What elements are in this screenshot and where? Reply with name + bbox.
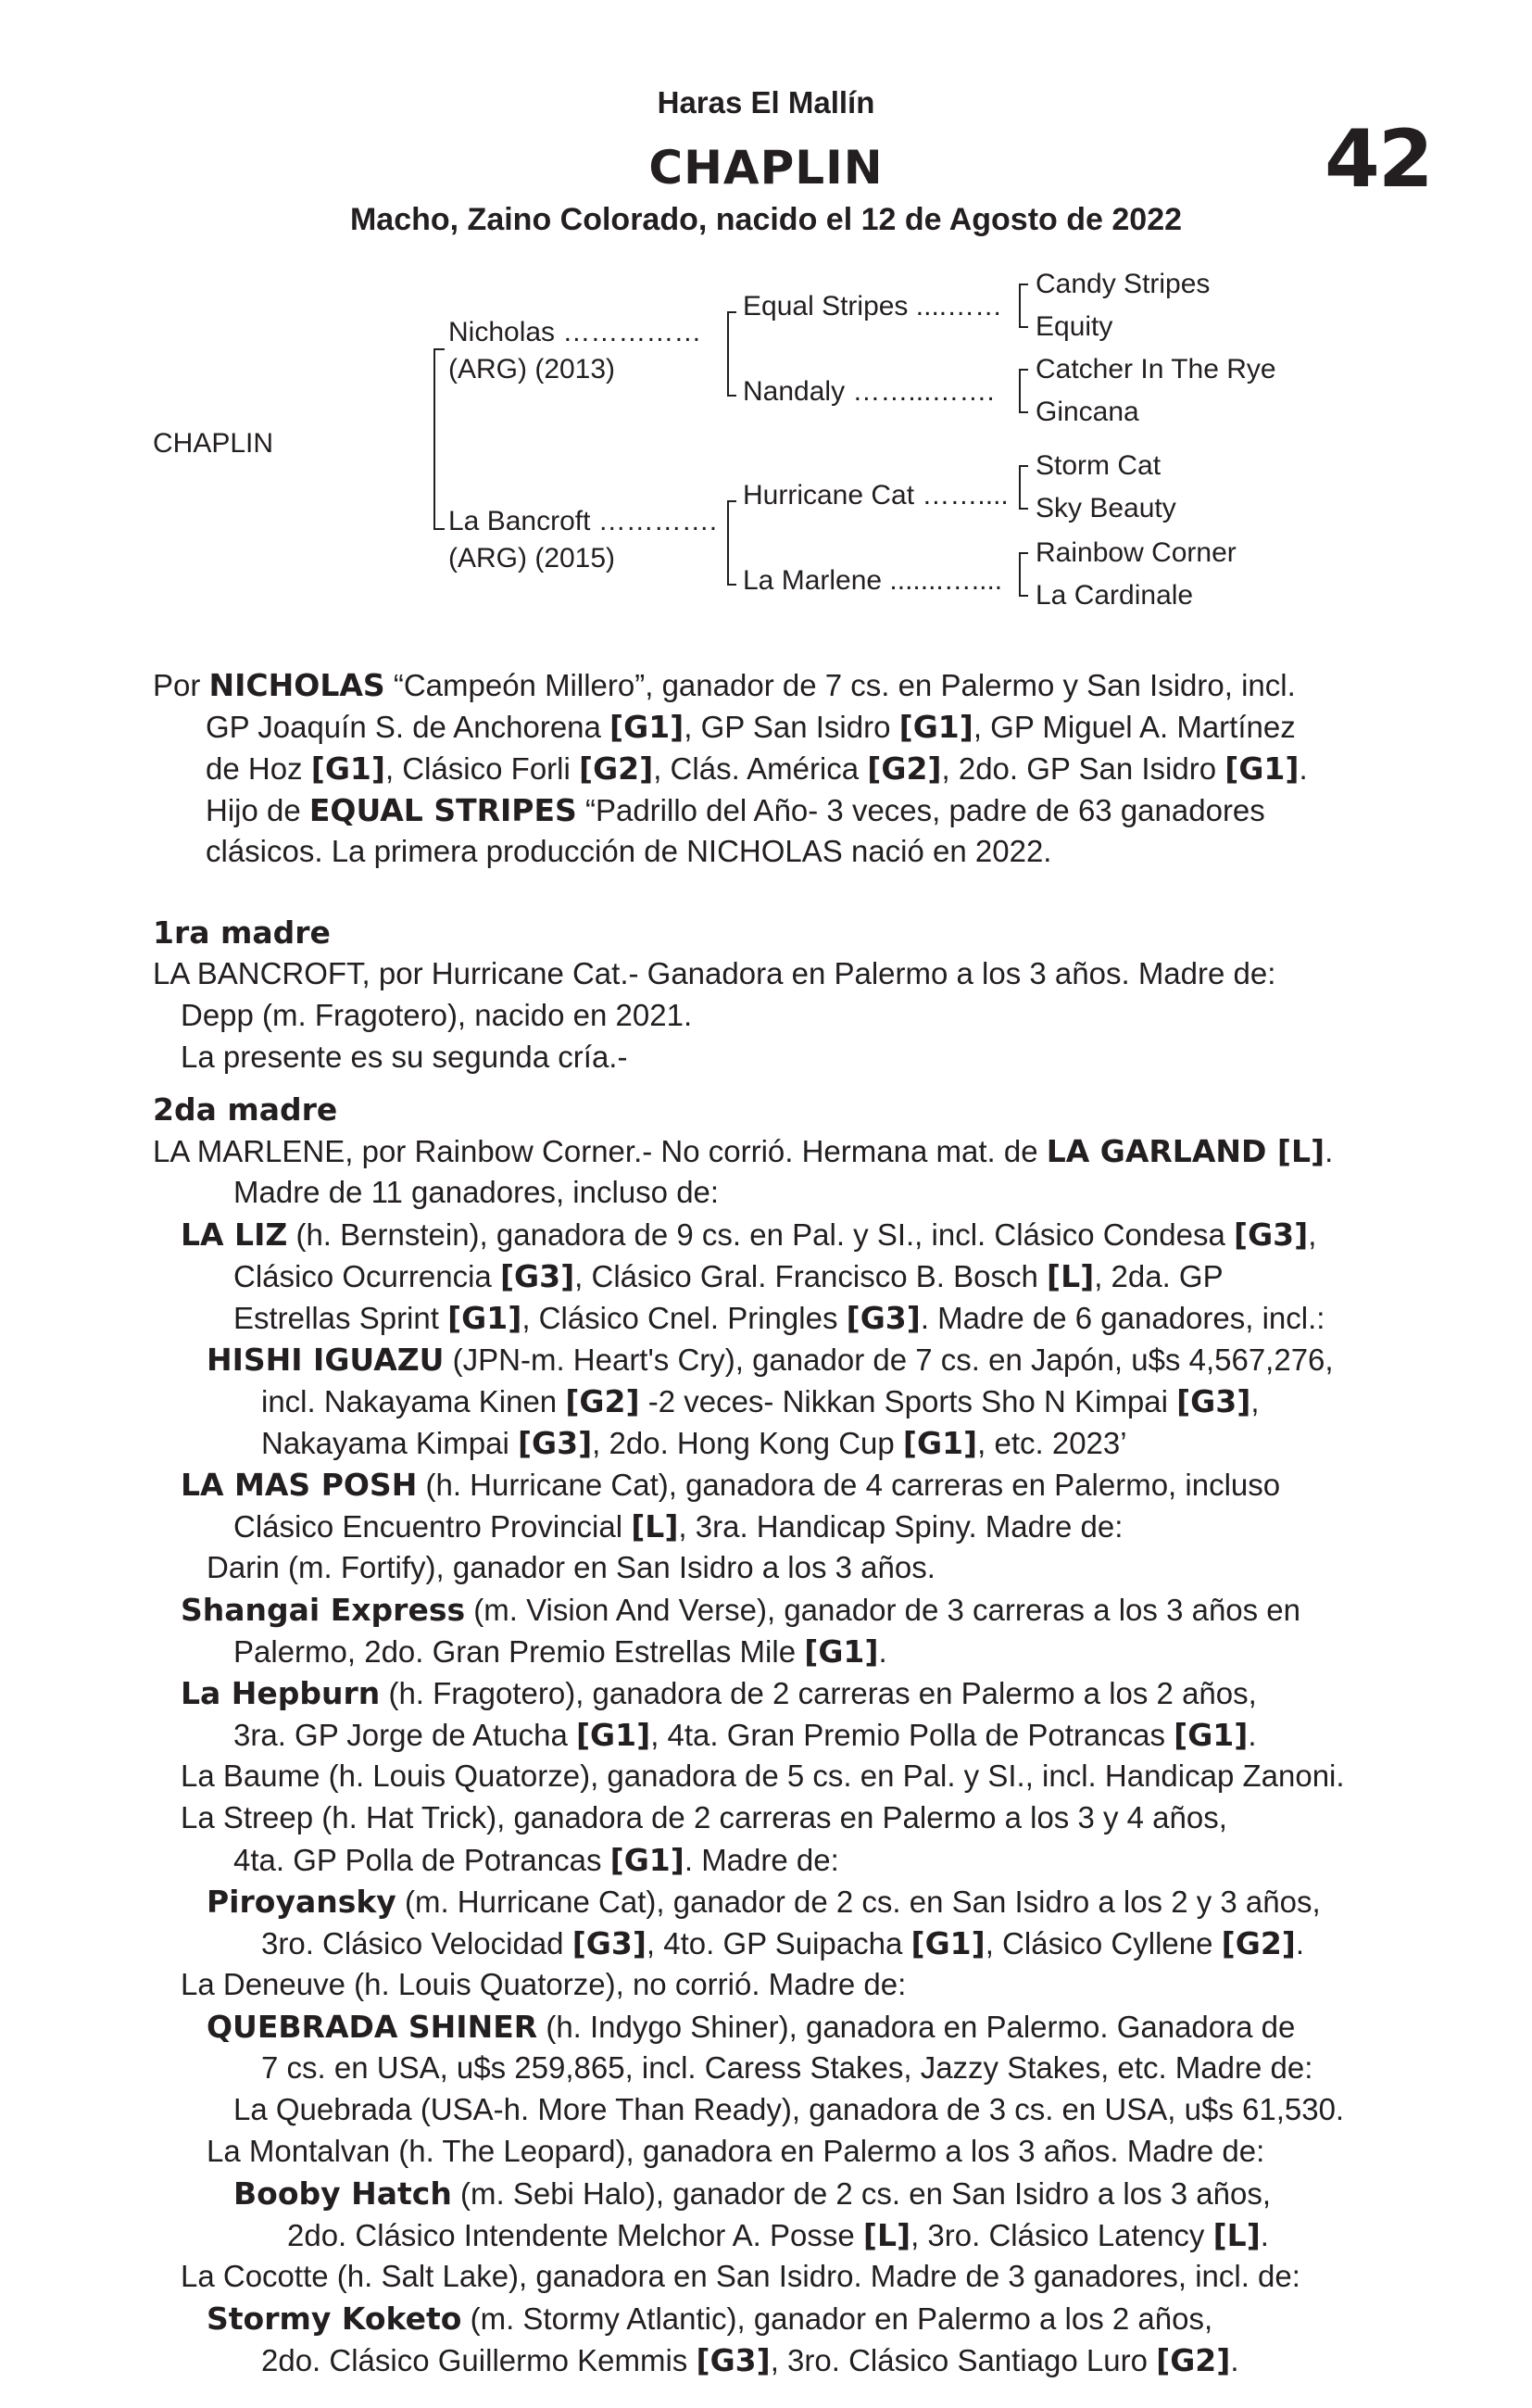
text: 4ta. GP Polla de Potrancas: [233, 1843, 610, 1877]
text: LA MARLENE, por Rainbow Corner.- No corrió. Hermana mat. de: [153, 1134, 1047, 1168]
bracket-line: [1019, 369, 1021, 413]
ancestor-equity: Equity: [1036, 311, 1113, 342]
text-line: [233, 1633, 887, 1670]
bold-text: [G2]: [1221, 1925, 1296, 1961]
bold-text: [G1]: [910, 1925, 986, 1961]
bold-text: [L]: [1212, 2217, 1261, 2253]
text: 2do. Clásico Intendente Melchor A. Posse: [287, 2218, 863, 2252]
text: , 2do. GP San Isidro: [941, 751, 1225, 786]
ancestor-storm-cat: Storm Cat: [1036, 450, 1162, 481]
text-line: [261, 1925, 1304, 1961]
text-line: [207, 1550, 936, 1585]
ancestor-sky-beauty: Sky Beauty: [1036, 493, 1176, 523]
text: (h. Indygo Shiner), ganadora en Palermo. Ganadora de: [537, 2010, 1296, 2044]
text: .: [1325, 1134, 1334, 1168]
text: (h. Bernstein), ganadora de 9 cs. en Pal. y SI., incl. Clásico Condesa: [287, 1217, 1234, 1252]
text-line: [233, 2092, 1344, 2127]
text: , GP Miguel A. Martínez: [973, 710, 1296, 744]
bold-text: [G3]: [696, 2342, 771, 2378]
text: , etc. 2023’: [977, 1426, 1127, 1460]
text-line: [233, 1842, 839, 1878]
text-line: [207, 2009, 1295, 2045]
dam-origin: (ARG) (2015): [448, 543, 616, 574]
text-line: [181, 1467, 1280, 1503]
text-line: [207, 2301, 1212, 2337]
lot-number: 42: [1325, 113, 1432, 206]
text: “Padrillo del Año- 3 veces, padre de 63 ganadores: [576, 793, 1265, 827]
bold-text: HISHI IGUAZU: [207, 1342, 445, 1378]
bold-text: NICHOLAS: [208, 667, 385, 703]
bold-text: [G1]: [1174, 1717, 1249, 1753]
text: , Clásico Cnel. Pringles: [521, 1301, 847, 1335]
bold-text: [G2]: [1156, 2342, 1231, 2378]
text-line: [233, 1508, 1123, 1544]
text-line: [181, 1675, 1257, 1711]
text: .: [1260, 2218, 1269, 2252]
text-line: [181, 1759, 1345, 1794]
bracket-line: [1019, 369, 1028, 371]
text: , 4to. GP Suipacha: [646, 1926, 911, 1960]
text-line: [153, 956, 1275, 991]
text: ,: [1308, 1217, 1317, 1252]
bracket-line: [433, 348, 435, 530]
text: LA BANCROFT, por Hurricane Cat.- Ganadora en Palermo a los 3 años. Madre de:: [153, 956, 1276, 990]
text: Estrellas Sprint: [233, 1301, 448, 1335]
text: , Clás. América: [653, 751, 868, 786]
text-line: [206, 834, 1051, 869]
bracket-line: [727, 500, 736, 502]
text: (m. Vision And Verse), ganador de 3 carreras a los 3 años en: [465, 1593, 1301, 1627]
bold-text: [G1]: [609, 709, 684, 745]
bracket-line: [1019, 552, 1021, 597]
dam-sire: Hurricane Cat ……....: [743, 480, 1009, 511]
bold-text: QUEBRADA SHINER: [207, 2009, 538, 2045]
ancestor-rainbow-corner: Rainbow Corner: [1036, 537, 1237, 568]
bold-text: [G3]: [571, 1925, 647, 1961]
bold-text: [G3]: [1234, 1217, 1309, 1253]
ancestor-gincana: Gincana: [1036, 397, 1139, 427]
text-line: [181, 1800, 1227, 1835]
text-line: [207, 1884, 1321, 1920]
section-heading: 1ra madre: [153, 914, 331, 951]
text-line: [261, 1383, 1259, 1419]
bold-text: [G1]: [1224, 750, 1300, 787]
text: Hijo de: [206, 793, 309, 827]
sire-origin: (ARG) (2013): [448, 354, 616, 385]
bracket-line: [1019, 465, 1021, 510]
bold-text: Piroyansky: [207, 1884, 396, 1920]
text: La Cocotte (h. Salt Lake), ganadora en San Isidro. Madre de 3 ganadores, incl. de:: [181, 2259, 1300, 2293]
bracket-line: [727, 584, 736, 586]
bold-text: [G1]: [902, 1425, 978, 1461]
bold-text: Stormy Koketo: [207, 2301, 462, 2337]
text: (h. Hurricane Cat), ganadora de 4 carreras en Palermo, incluso: [417, 1468, 1281, 1502]
text: , Clásico Cyllene: [985, 1926, 1222, 1960]
bold-text: [G3]: [846, 1300, 921, 1336]
text-line: [261, 2342, 1239, 2378]
bracket-line: [1019, 411, 1028, 413]
bracket-line: [1019, 326, 1028, 328]
bold-text: [L]: [1046, 1258, 1095, 1294]
text-line: [206, 709, 1296, 745]
text: , 3ro. Clásico Santiago Luro: [770, 2343, 1157, 2377]
text: .: [1248, 1718, 1257, 1752]
text-line: [206, 792, 1265, 828]
bold-text: [G2]: [867, 750, 942, 787]
bracket-line: [433, 348, 445, 350]
text: ,: [1250, 1384, 1260, 1418]
text: Palermo, 2do. Gran Premio Estrellas Mile: [233, 1634, 805, 1669]
text: , 3ra. Handicap Spiny. Madre de:: [678, 1509, 1124, 1544]
text: , 3ro. Clásico Latency: [910, 2218, 1213, 2252]
bold-text: La Hepburn: [181, 1675, 381, 1711]
bold-text: [G1]: [575, 1717, 651, 1753]
text: (h. Fragotero), ganadora de 2 carreras en Palermo a los 2 años,: [380, 1676, 1257, 1710]
bold-text: LA MAS POSH: [181, 1467, 418, 1503]
bracket-line: [1019, 465, 1028, 467]
text: La presente es su segunda cría.-: [181, 1040, 628, 1074]
text: , 2da. GP: [1094, 1259, 1224, 1293]
text: Depp (m. Fragotero), nacido en 2021.: [181, 998, 693, 1032]
text: “Campeón Millero”, ganador de 7 cs. en Palermo y San Isidro, incl.: [384, 668, 1296, 702]
text: .: [1299, 751, 1308, 786]
text: (JPN-m. Heart's Cry), ganador de 7 cs. en Japón, u$s 4,567,276,: [444, 1343, 1334, 1377]
bold-text: LA LIZ: [181, 1217, 288, 1253]
text: .: [1230, 2343, 1239, 2377]
text-line: [181, 1592, 1300, 1628]
bold-text: [G1]: [447, 1300, 522, 1336]
text-line: [287, 2217, 1269, 2253]
bracket-line: [727, 311, 729, 397]
text: -2 veces- Nikkan Sports Sho N Kimpai: [639, 1384, 1177, 1418]
sire-dam: Nandaly ……...…….: [743, 376, 995, 407]
text-line: [153, 914, 331, 951]
text-line: [207, 1342, 1334, 1378]
bold-text: [G3]: [1176, 1383, 1251, 1419]
bold-text: [L]: [631, 1508, 679, 1544]
horse-name: CHAPLIN: [648, 141, 884, 195]
bracket-line: [727, 311, 736, 313]
text: , 4ta. Gran Premio Polla de Potrancas: [650, 1718, 1174, 1752]
text: Darin (m. Fortify), ganador en San Isidro a los 3 años.: [207, 1550, 936, 1584]
sire-sire: Equal Stripes ....……: [743, 291, 1003, 321]
pedigree-subject: CHAPLIN: [153, 428, 274, 459]
text: Clásico Encuentro Provincial: [233, 1509, 632, 1544]
text: , GP San Isidro: [684, 710, 899, 744]
bracket-line: [727, 395, 736, 397]
bracket-line: [1019, 595, 1028, 597]
bracket-line: [433, 528, 445, 530]
text: (m. Sebi Halo), ganador de 2 cs. en San Isidro a los 3 años,: [451, 2176, 1271, 2211]
text: 3ro. Clásico Velocidad: [261, 1926, 572, 1960]
ancestor-candy-stripes: Candy Stripes: [1036, 269, 1211, 299]
text: .: [878, 1634, 887, 1669]
text: .: [1295, 1926, 1305, 1960]
text: . Madre de:: [684, 1843, 839, 1877]
text: 7 cs. en USA, u$s 259,865, incl. Caress Stakes, Jazzy Stakes, etc. Madre de:: [261, 2050, 1313, 2085]
text: La Quebrada (USA-h. More Than Ready), ganadora de 3 cs. en USA, u$s 61,530.: [233, 2092, 1345, 2126]
text: GP Joaquín S. de Anchorena: [206, 710, 610, 744]
text-line: [233, 1717, 1257, 1753]
text: , Clásico Forli: [384, 751, 579, 786]
dam-name: La Bancroft ………….: [448, 506, 718, 536]
text-line: [233, 1175, 719, 1210]
text-line: [153, 1091, 337, 1128]
text-line: [261, 1425, 1127, 1461]
bracket-line: [1019, 508, 1028, 510]
bold-text: LA GARLAND [L]: [1046, 1133, 1325, 1169]
text: 3ra. GP Jorge de Atucha: [233, 1718, 576, 1752]
bold-text: [G1]: [898, 709, 973, 745]
dam-dam: La Marlene .......…....: [743, 565, 1003, 596]
bracket-line: [1019, 284, 1028, 285]
text: (m. Hurricane Cat), ganador de 2 cs. en San Isidro a los 2 y 3 años,: [396, 1885, 1321, 1919]
text: , Clásico Gral. Francisco B. Bosch: [574, 1259, 1047, 1293]
bold-text: EQUAL STRIPES: [308, 792, 577, 828]
text-line: [153, 667, 1296, 703]
bold-text: [G2]: [565, 1383, 640, 1419]
text-line: [233, 2175, 1271, 2212]
horse-description: Macho, Zaino Colorado, nacido el 12 de Agosto de 2022: [349, 202, 1183, 237]
bold-text: [G2]: [579, 750, 654, 787]
bracket-line: [1019, 552, 1028, 554]
bold-text: Shangai Express: [181, 1592, 466, 1628]
text-line: [181, 1967, 906, 2002]
text-line: [233, 1258, 1224, 1294]
bold-text: [G3]: [499, 1258, 575, 1294]
bold-text: [G1]: [804, 1633, 879, 1670]
bracket-line: [727, 500, 729, 586]
bold-text: [L]: [862, 2217, 911, 2253]
ancestor-la-cardinale: La Cardinale: [1036, 580, 1194, 611]
section-heading: 2da madre: [153, 1091, 338, 1128]
text: La Deneuve (h. Louis Quatorze), no corrió. Madre de:: [181, 1967, 907, 2001]
text: Por: [153, 668, 209, 702]
farm-name: Haras El Mallín: [657, 85, 875, 120]
text: incl. Nakayama Kinen: [261, 1384, 566, 1418]
text: , 2do. Hong Kong Cup: [592, 1426, 903, 1460]
sire-name: Nicholas ……………: [448, 317, 702, 347]
bold-text: [G1]: [609, 1842, 684, 1878]
bold-text: Booby Hatch: [233, 2175, 452, 2212]
text: Madre de 11 ganadores, incluso de:: [233, 1175, 720, 1209]
text-line: [153, 1133, 1333, 1169]
text: (m. Stormy Atlantic), ganador en Palermo a los 2 años,: [461, 2301, 1213, 2336]
bold-text: [G3]: [517, 1425, 593, 1461]
text: clásicos. La primera producción de NICHOLAS nació en 2022.: [206, 834, 1052, 868]
text: . Madre de 6 ganadores, incl.:: [920, 1301, 1325, 1335]
text: La Montalvan (h. The Leopard), ganadora en Palermo a los 3 años. Madre de:: [207, 2134, 1265, 2168]
text: Clásico Ocurrencia: [233, 1259, 500, 1293]
text: La Streep (h. Hat Trick), ganadora de 2 carreras en Palermo a los 3 y 4 años,: [181, 1800, 1227, 1834]
bold-text: [G1]: [310, 750, 385, 787]
text-line: [181, 998, 692, 1033]
text: Nakayama Kimpai: [261, 1426, 518, 1460]
ancestor-catcher-in-the-rye: Catcher In The Rye: [1036, 354, 1276, 385]
text: La Baume (h. Louis Quatorze), ganadora de 5 cs. en Pal. y SI., incl. Handicap Zanoni.: [181, 1759, 1345, 1793]
text-line: [206, 750, 1308, 787]
text-line: [181, 1040, 627, 1075]
text-line: [181, 2259, 1300, 2294]
text-line: [261, 2050, 1312, 2086]
text: 2do. Clásico Guillermo Kemmis: [261, 2343, 697, 2377]
text-line: [233, 1300, 1325, 1336]
bracket-line: [1019, 284, 1021, 328]
text: de Hoz: [206, 751, 311, 786]
text-line: [207, 2134, 1264, 2169]
text-line: [181, 1217, 1316, 1253]
